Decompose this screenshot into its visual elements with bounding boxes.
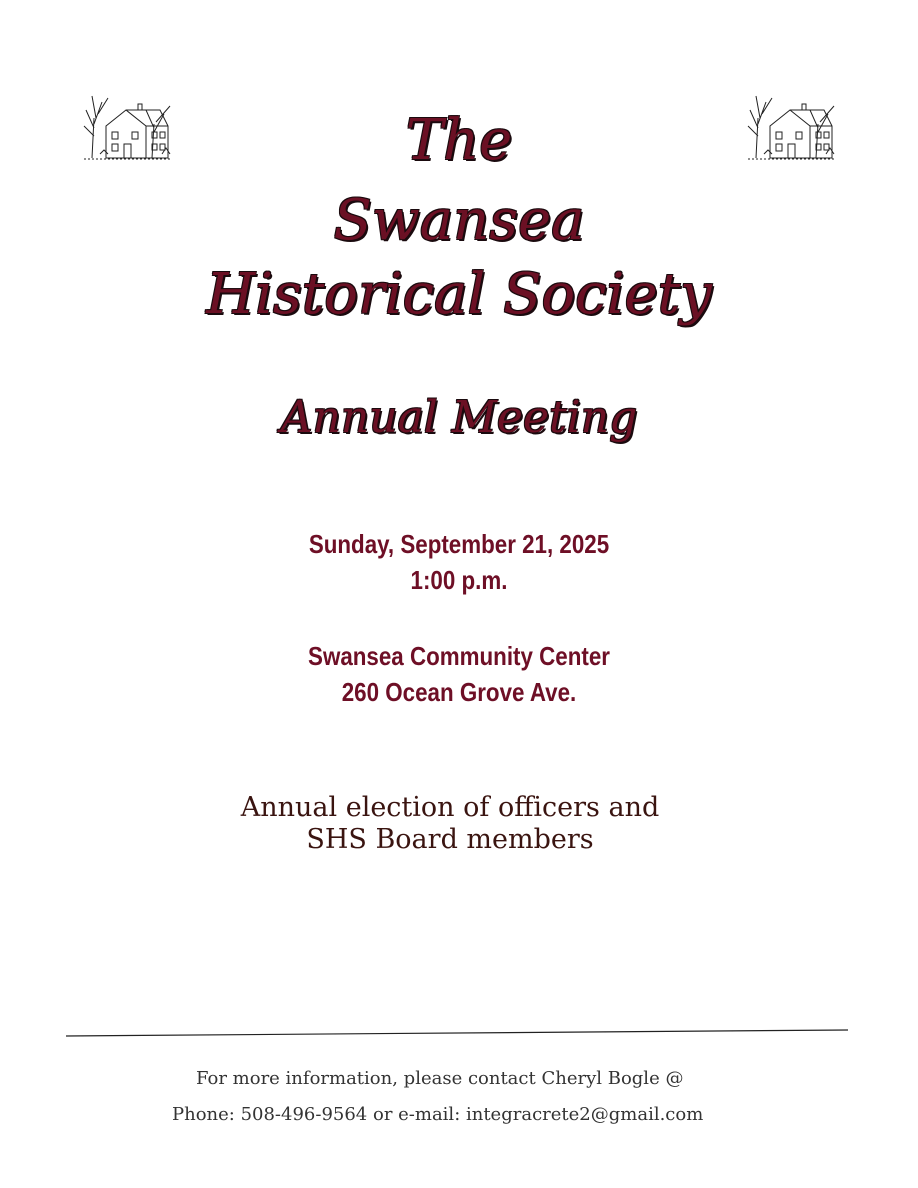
title-line-historical-society: Historical Society [206, 262, 712, 327]
contact-line: For more information, please contact Cheryl Bogle @ [196, 1068, 684, 1089]
event-venue: Swansea Community Center [308, 641, 610, 671]
title-line-the: The [405, 108, 513, 173]
agenda-line-2: SHS Board members [306, 824, 594, 855]
event-date: Sunday, September 21, 2025 [308, 529, 610, 559]
event-time: 1:00 p.m. [410, 565, 508, 595]
title-line-swansea: Swansea [333, 188, 585, 253]
agenda-line-1: Annual election of officers and [240, 792, 660, 823]
footer-divider [66, 1029, 848, 1037]
event-address: 260 Ocean Grove Ave. [341, 677, 577, 707]
event-name: Annual Meeting [280, 392, 638, 443]
phone-email-line: Phone: 508-496-9564 or e-mail: integracrete2@gmail.com [172, 1104, 704, 1125]
